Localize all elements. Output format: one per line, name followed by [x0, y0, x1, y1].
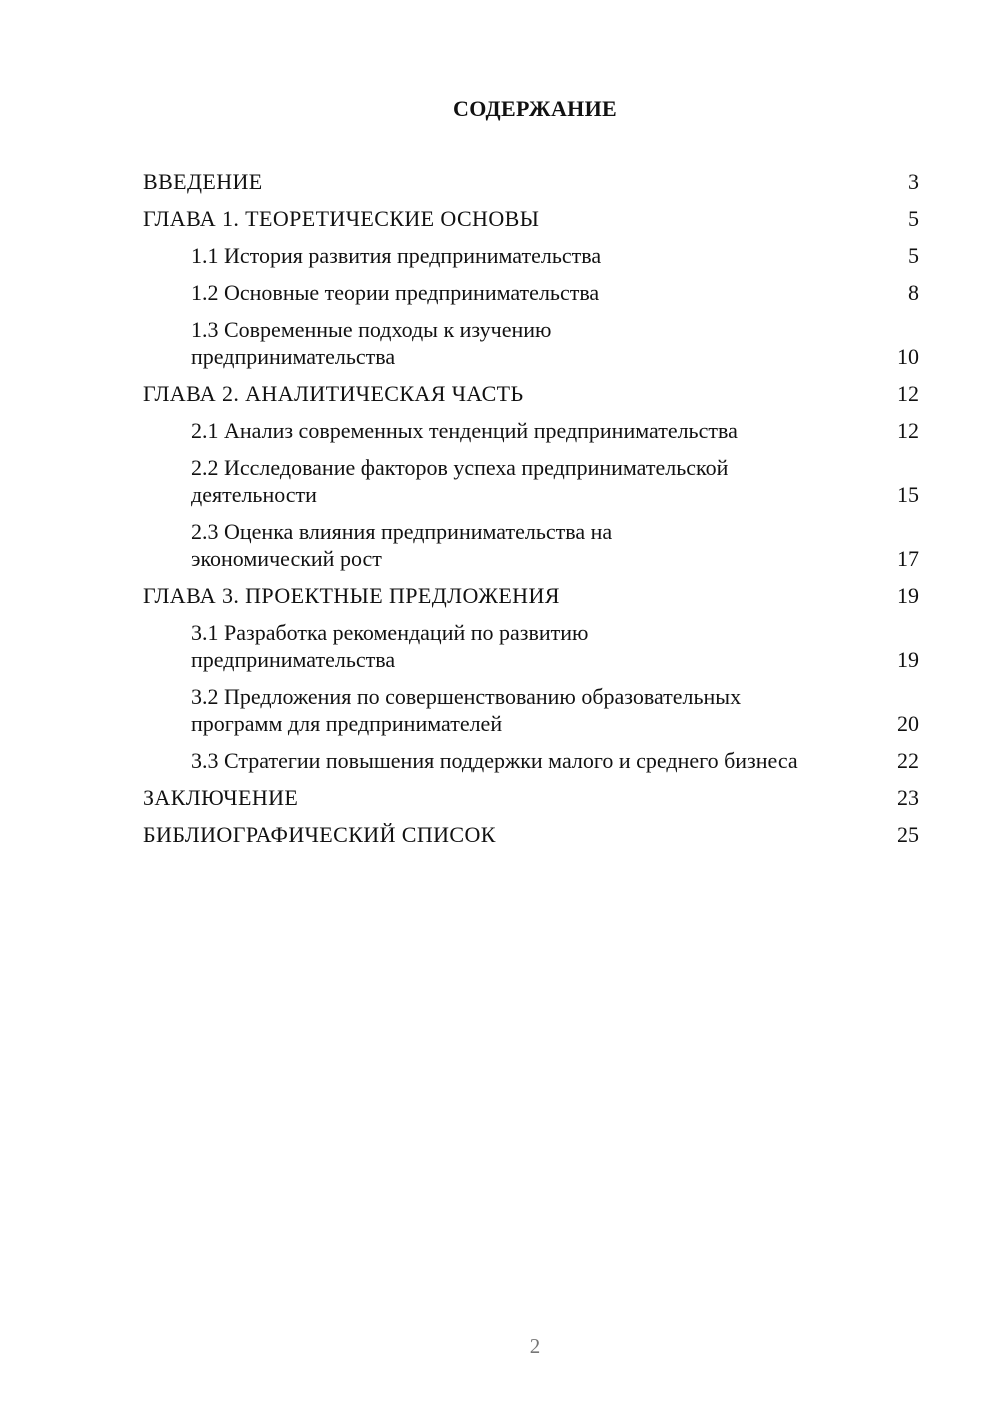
toc-entry-text: 1.3 Современные подходы к изучению предпринимательства: [191, 317, 552, 369]
toc-entry-page: 5: [908, 206, 919, 231]
toc-entry-section-2-3[interactable]: [143, 518, 919, 572]
toc-entry-text: 2.3 Оценка влияния предпринимательства на экономический рост: [191, 519, 613, 571]
toc-entry-text: 3.2 Предложения по совершенствованию образовательных программ для предпринимателей: [191, 684, 742, 736]
toc-entry-section-1-2[interactable]: [143, 279, 919, 306]
toc-entry-section-3-3[interactable]: [143, 747, 919, 774]
toc-entry-page: 17: [897, 546, 919, 571]
toc-entry-text: ГЛАВА 3. ПРОЕКТНЫЕ ПРЕДЛОЖЕНИЯ: [143, 583, 560, 608]
toc-entry-section-2-2[interactable]: [143, 454, 919, 508]
toc-entry-text: 2.1 Анализ современных тенденций предпринимательства: [191, 418, 738, 443]
toc-entry-section-3-1[interactable]: [143, 619, 919, 673]
toc-entry-chapter-1[interactable]: [143, 205, 919, 232]
toc-entry-section-2-1[interactable]: [143, 417, 919, 444]
toc-entry-page: 12: [897, 418, 919, 443]
page-number: 2: [529, 1334, 541, 1358]
toc-entry-text: БИБЛИОГРАФИЧЕСКИЙ СПИСОК: [143, 822, 496, 847]
toc-entry-page: 22: [897, 748, 919, 773]
toc-entry-page: 19: [897, 647, 919, 672]
toc-entry-text: 1.2 Основные теории предпринимательства: [191, 280, 600, 305]
toc-entry-text: ГЛАВА 1. ТЕОРЕТИЧЕСКИЕ ОСНОВЫ: [143, 206, 540, 231]
toc-entry-section-3-2[interactable]: [143, 683, 919, 737]
toc-entry-chapter-3[interactable]: [143, 582, 919, 609]
toc-entry-introduction[interactable]: [143, 168, 919, 195]
toc-entry-page: 3: [908, 169, 919, 194]
toc-entry-text: ГЛАВА 2. АНАЛИТИЧЕСКАЯ ЧАСТЬ: [143, 381, 524, 406]
toc-entry-conclusion[interactable]: [143, 784, 919, 811]
table-of-contents: [143, 168, 919, 858]
toc-entry-page: 10: [897, 344, 919, 369]
toc-entry-text: 1.1 История развития предпринимательства: [191, 243, 602, 268]
toc-entry-text: ВВЕДЕНИЕ: [143, 169, 263, 194]
toc-entry-text: ЗАКЛЮЧЕНИЕ: [143, 785, 299, 810]
toc-entry-section-1-3[interactable]: [143, 316, 919, 370]
toc-entry-text: 3.1 Разработка рекомендаций по развитию предпринимательства: [191, 620, 589, 672]
toc-entry-page: 8: [908, 280, 919, 305]
toc-entry-page: 19: [897, 583, 919, 608]
toc-entry-page: 5: [908, 243, 919, 268]
toc-entry-section-1-1[interactable]: [143, 242, 919, 269]
toc-entry-text: 2.2 Исследование факторов успеха предпринимательской деятельности: [191, 455, 729, 507]
toc-entry-page: 25: [897, 822, 919, 847]
toc-entry-text: 3.3 Стратегии повышения поддержки малого и среднего бизнеса: [191, 748, 798, 773]
toc-entry-page: 23: [897, 785, 919, 810]
toc-entry-bibliography[interactable]: [143, 821, 919, 848]
toc-entry-page: 20: [897, 711, 919, 736]
toc-entry-page: 15: [897, 482, 919, 507]
page-title: СОДЕРЖАНИЕ: [453, 96, 617, 121]
toc-entry-page: 12: [897, 381, 919, 406]
toc-entry-chapter-2[interactable]: [143, 380, 919, 407]
